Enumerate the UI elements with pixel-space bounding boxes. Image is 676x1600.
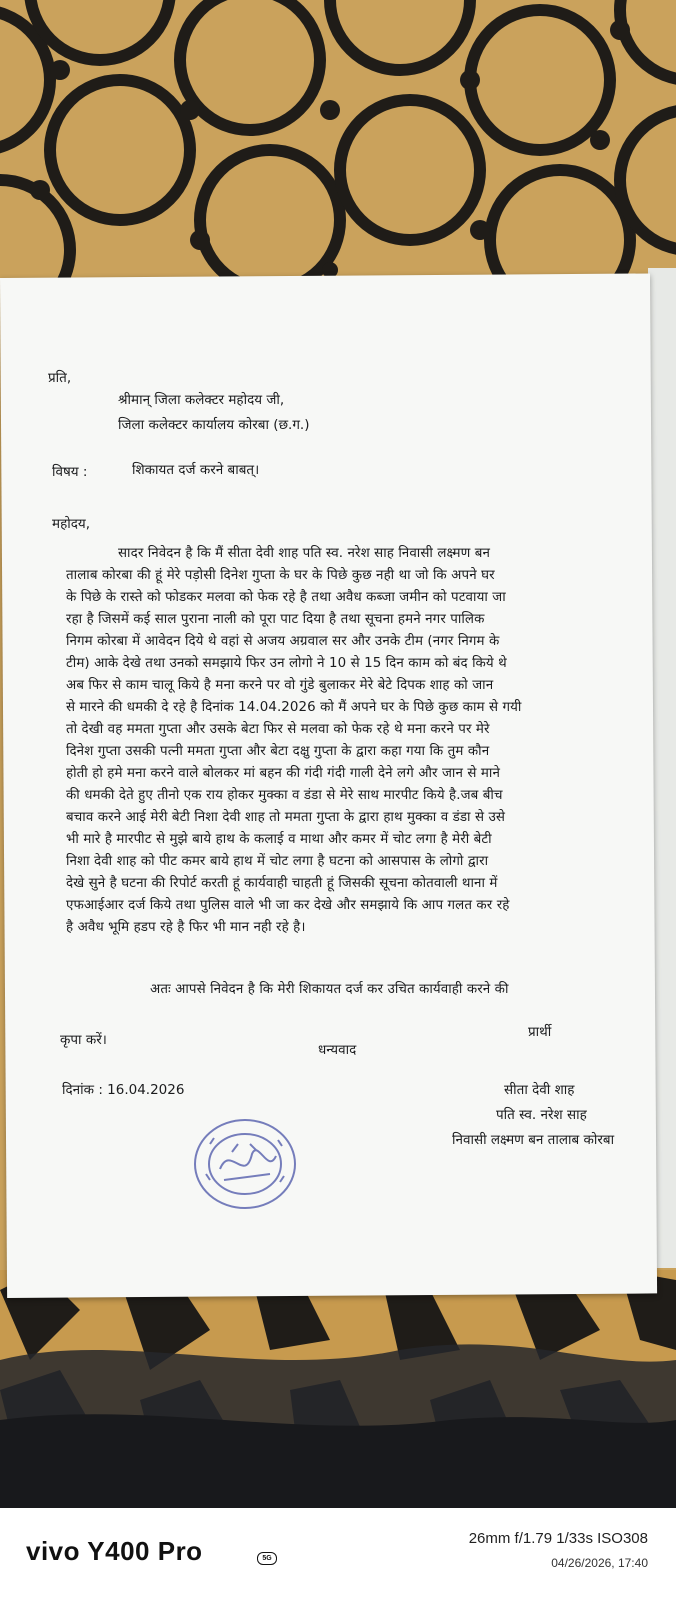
- camera-brand: vivo Y400 Pro: [26, 1536, 203, 1566]
- signatory-name: सीता देवी शाह: [504, 1082, 575, 1098]
- 5g-badge-icon: 5G: [257, 1552, 277, 1565]
- body-line: बचाव करने आई मेरी बेटी निशा देवी शाह तो ममता गुप्ता के द्वारा हाथ मुक्का व डंडा से उसे: [66, 810, 506, 825]
- signatory-address: निवासी लक्ष्मण बन तालाब कोरबा: [452, 1132, 615, 1148]
- body-line: होती हो हमे मना करने वाले बोलकर मां बहन की गंदी गंदी गाली देने लगे और जान से माने: [66, 766, 500, 781]
- addressee-line1: श्रीमान् जिला कलेक्टर महोदय जी,: [118, 392, 285, 408]
- body-line: की धमकी देते हुए तीनो एक राय होकर मुक्का व डंडा से मेरे साथ मारपीट किये है.जब बीच: [66, 788, 503, 803]
- body-line: भी मारे है मारपीट से मुझे बाये हाथ के कलाई व माथा और कमर में चोट लगा है मेरी बेटी: [66, 832, 492, 847]
- body-line: से मारने की धमकी दे रहे है दिनांक 14.04.2026 को मैं अपने घर के पिछे कुछ काम से गयी: [66, 700, 522, 715]
- body-line: तालाब कोरबा की हूं मेरे पड़ोसी दिनेश गुप्ता के घर के पिछे कुछ नही था जो कि अपने घर: [66, 568, 495, 583]
- body-line: रहा है जिसमें कई साल पुराना नाली को पूरा पाट दिया है तथा सूचना हमने नगर पालिक: [66, 612, 485, 627]
- addressee-line2: जिला कलेक्टर कार्यालय कोरबा (छ.ग.): [118, 417, 310, 433]
- camera-settings: 26mm f/1.79 1/33s ISO308: [468, 1530, 648, 1547]
- subject-label: विषय :: [52, 464, 88, 480]
- body-line: अब फिर से काम चालू किये है मना करने पर वो गुंडे बुलाकर मेरे बेटे दिपक शाह को जान: [66, 678, 494, 693]
- subject-text: शिकायत दर्ज करने बाबत्।: [132, 462, 260, 478]
- cloth-pattern-bottom: [0, 1270, 676, 1508]
- body-line: दिनेश गुप्ता उसकी पत्नी ममता गुप्ता और बेटा दक्षु गुप्ता के द्वारा कहा गया कि तुम कौन: [66, 744, 490, 759]
- body-line: के पिछे के रास्ते को फोडकर मलवा को फेक रहे है तथा अवैध कब्जा जमीन को पटवाया जा: [66, 590, 506, 605]
- body-line: एफआईआर दर्ज किये तथा पुलिस वाले भी जा कर देखे और समझाये कि आप गलत कर रहे: [66, 898, 510, 913]
- applicant-label: प्रार्थी: [528, 1024, 552, 1040]
- request-line: अतः आपसे निवेदन है कि मेरी शिकायत दर्ज कर उचित कार्यवाही करने की: [150, 982, 509, 997]
- body-line: देखे सुने है घटना की रिपोर्ट करती हूं कार्यवाही चाहती हूं जिसकी सूचना कोतवाली थाना में: [66, 876, 498, 891]
- body-line: टीम) आके देखे तथा उनको समझाये फिर उन लोगो ने 10 से 15 दिन काम को बंद किये थे: [66, 656, 507, 671]
- body-line: निशा देवी शाह को पीट कमर बाये हाथ में चोट लगा है घटना को आसपास के लोगो द्वारा: [66, 854, 489, 869]
- office-seal-stamp-icon: [190, 1114, 300, 1214]
- body-line: है अवैध भूमि हडप रहे है फिर भी मान नही रहे है।: [66, 920, 306, 935]
- body-line: निगम कोरबा में आवेदन दिये थे वहां से अजय अग्रवाल सर और उनके टीम (नगर निगम के: [66, 634, 500, 649]
- salutation: महोदय,: [52, 516, 91, 532]
- cloth-pattern-top: [0, 0, 676, 300]
- capture-timestamp: 04/26/2026, 17:40: [551, 1556, 648, 1570]
- camera-watermark-bar: [0, 1508, 676, 1600]
- body-line: सादर निवेदन है कि मैं सीता देवी शाह पति स्व. नरेश साह निवासी लक्ष्मण बन: [118, 546, 491, 561]
- thanks-text: धन्यवाद: [318, 1042, 357, 1058]
- body-line: तो देखी वह ममता गुप्ता और उसके बेटा फिर से मलवा को फेक रहे थे मना करने पर मेरे: [66, 722, 490, 737]
- to-label: प्रति,: [48, 370, 72, 386]
- signatory-relation: पति स्व. नरेश साह: [496, 1107, 587, 1123]
- letter-date: दिनांक : 16.04.2026: [62, 1082, 185, 1098]
- request-closing: कृपा करें।: [60, 1032, 107, 1048]
